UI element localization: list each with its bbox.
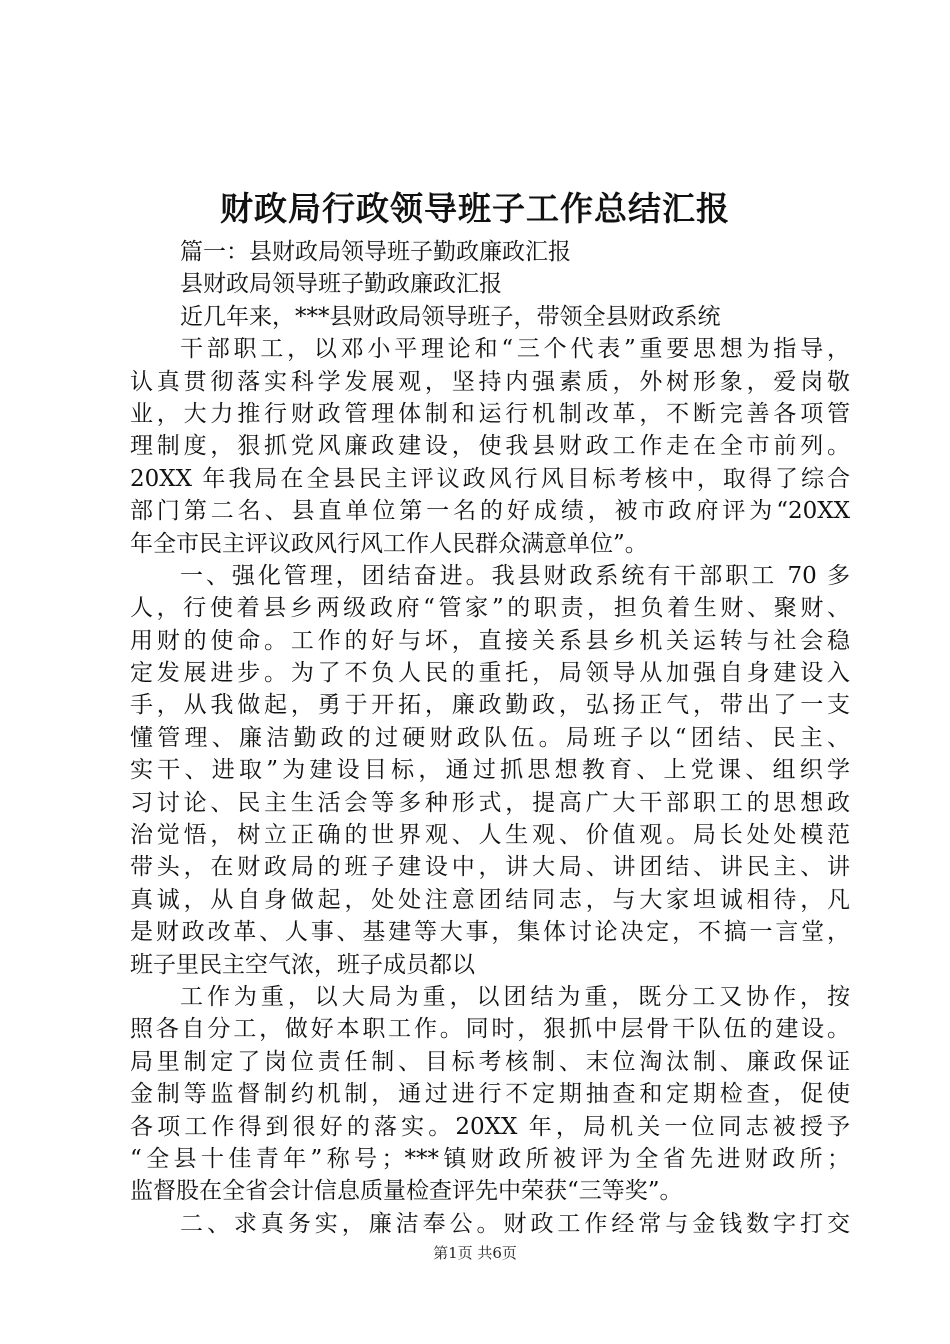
document-title: 财政局行政领导班子工作总结汇报 — [220, 189, 730, 228]
body-text-line: 实干、进取”为建设目标，通过抓思想教育、上党课、组织学 — [130, 757, 850, 784]
body-text-line: 定发展进步。为了不负人民的重托，局领导从加强自身建设入 — [130, 660, 850, 687]
body-text-line: 人，行使着县乡两级政府“管家”的职责，担负着生财、聚财、 — [130, 595, 850, 622]
body-text-line: 习讨论、民主生活会等多种形式，提高广大干部职工的思想政 — [130, 789, 850, 816]
body-text-line: 班子里民主空气浓，班子成员都以 — [130, 951, 475, 978]
body-text-line: 二、求真务实，廉洁奉公。财政工作经常与金钱数字打交 — [180, 1210, 850, 1237]
body-text-line: 近几年来，***县财政局领导班子，带领全县财政系统 — [180, 303, 721, 330]
body-text-line: 20XX 年我局在全县民主评议政风行风目标考核中，取得了综合 — [130, 465, 850, 492]
body-text-line: 治觉悟，树立正确的世界观、人生观、价值观。局长处处模范 — [130, 822, 850, 849]
body-text-line: 真诚，从自身做起，处处注意团结同志，与大家坦诚相待，凡 — [130, 886, 850, 913]
body-text-line: 局里制定了岗位责任制、目标考核制、末位淘汰制、廉政保证 — [130, 1048, 850, 1075]
body-text-line: 金制等监督制约机制，通过进行不定期抽查和定期检查，促使 — [130, 1081, 850, 1108]
body-text-line: 认真贯彻落实科学发展观，坚持内强素质，外树形象，爱岗敬 — [130, 368, 850, 395]
body-text-line: 用财的使命。工作的好与坏，直接关系县乡机关运转与社会稳 — [130, 627, 850, 654]
body-text-line: 照各自分工，做好本职工作。同时，狠抓中层骨干队伍的建设。 — [130, 1016, 850, 1043]
body-text-line: 监督股在全省会计信息质量检查评先中荣获“三等奖”。 — [130, 1178, 683, 1205]
body-text-line: 篇一：县财政局领导班子勤政廉政汇报 — [180, 239, 571, 265]
body-text-line: 理制度，狠抓党风廉政建设，使我县财政工作走在全市前列。 — [130, 433, 850, 460]
page-footer: 第1页 共6页 — [433, 1244, 517, 1262]
body-text-line: “全县十佳青年”称号；***镇财政所被评为全省先进财政所； — [130, 1145, 850, 1172]
body-text-line: 各项工作得到很好的落实。20XX 年，局机关一位同志被授予 — [130, 1113, 850, 1140]
body-text-line: 一、强化管理，团结奋进。我县财政系统有干部职工 70 多 — [180, 562, 850, 589]
body-text-line: 懂管理、廉洁勤政的过硬财政队伍。局班子以“团结、民主、 — [130, 724, 850, 751]
body-text-line: 业，大力推行财政管理体制和运行机制改革，不断完善各项管 — [130, 400, 850, 427]
body-text-line: 工作为重，以大局为重，以团结为重，既分工又协作，按 — [180, 983, 850, 1010]
body-text-line: 县财政局领导班子勤政廉政汇报 — [180, 271, 502, 298]
body-text-line: 干部职工，以邓小平理论和“三个代表”重要思想为指导， — [180, 336, 850, 363]
document-body — [130, 236, 850, 1240]
body-text-line: 手，从我做起，勇于开拓，廉政勤政，弘扬正气，带出了一支 — [130, 692, 850, 719]
body-text-line: 部门第二名、县直单位第一名的好成绩，被市政府评为“20XX — [130, 498, 850, 525]
body-text-line: 是财政改革、人事、基建等大事，集体讨论决定，不搞一言堂， — [130, 919, 850, 946]
body-text-line: 年全市民主评议政风行风工作人民群众满意单位”。 — [130, 530, 648, 557]
body-text-line: 带头，在财政局的班子建设中，讲大局、讲团结、讲民主、讲 — [130, 854, 850, 881]
